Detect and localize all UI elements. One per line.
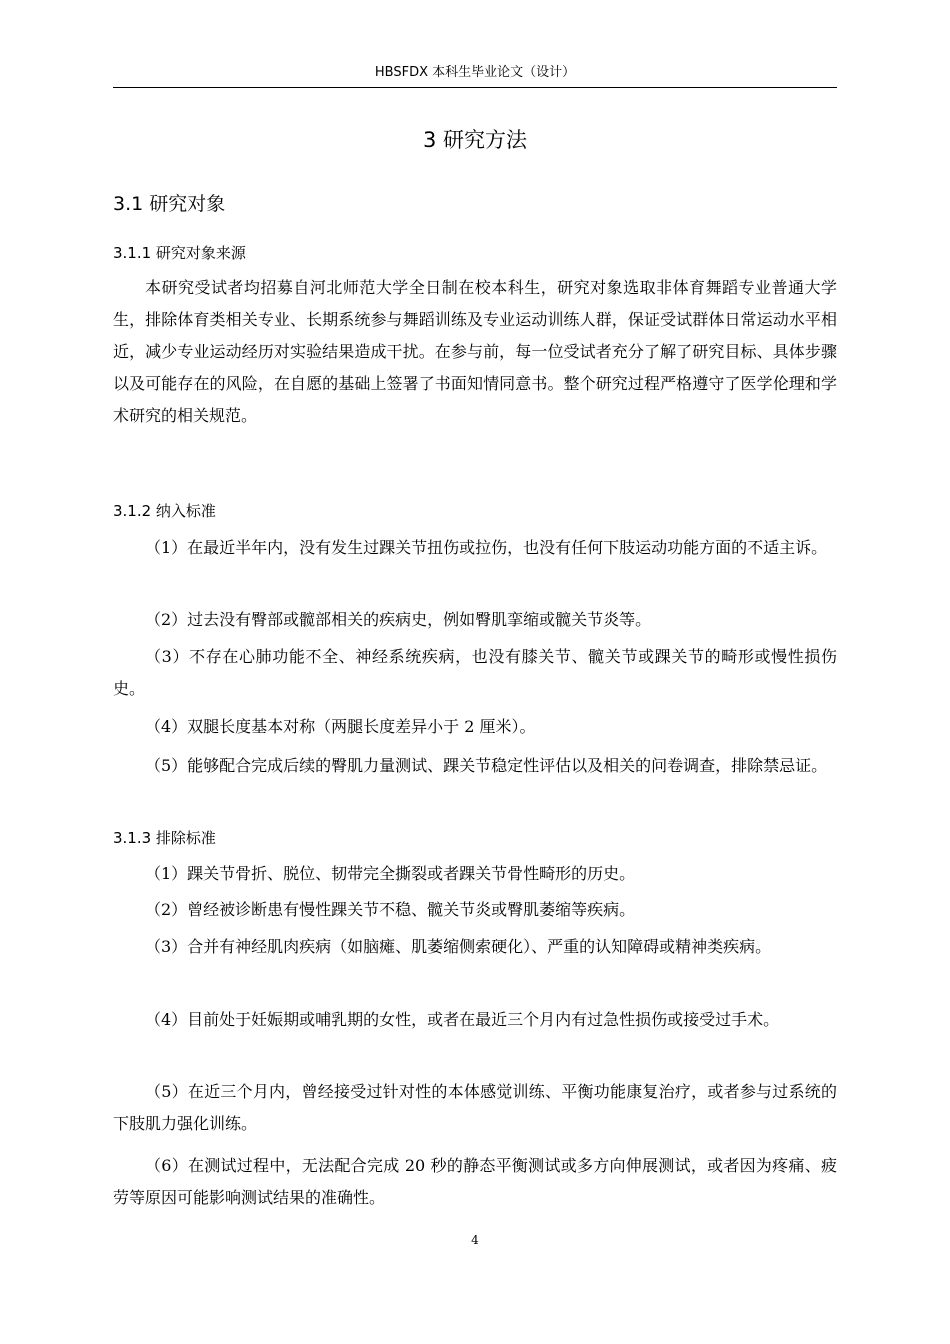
exclusion-item: （6）在测试过程中，无法配合完成 20 秒的静态平衡测试或多方向伸展测试，或者因为疼痛、疲劳等原因可能影响测试结果的准确性。 (113, 1156, 837, 1207)
exclusion-item: （5）在近三个月内，曾经接受过针对性的本体感觉训练、平衡功能康复治疗，或者参与过系统的下肢肌力强化训练。 (113, 1082, 837, 1133)
subsection-title-source: 3.1.1 研究对象来源 (113, 244, 246, 262)
section-title: 3.1 研究对象 (113, 193, 226, 215)
inclusion-item: （3）不存在心肺功能不全、神经系统疾病，也没有膝关节、髋关节或踝关节的畸形或慢性损伤史。 (113, 647, 837, 698)
subsection-title-exclusion: 3.1.3 排除标准 (113, 829, 216, 847)
running-header (113, 63, 837, 88)
inclusion-item: （1）在最近半年内，没有发生过踝关节扭伤或拉伤，也没有任何下肢运动功能方面的不适主诉。 (145, 538, 828, 557)
exclusion-item: （3）合并有神经肌肉疾病（如脑瘫、肌萎缩侧索硬化）、严重的认知障碍或精神类疾病。 (145, 937, 772, 956)
exclusion-item: （2）曾经被诊断患有慢性踝关节不稳、髋关节炎或臀肌萎缩等疾病。 (145, 900, 636, 919)
exclusion-item: （1）踝关节骨折、脱位、韧带完全撕裂或者踝关节骨性畸形的历史。 (145, 864, 636, 883)
chapter-title: 3 研究方法 (422, 128, 528, 152)
inclusion-item: （5）能够配合完成后续的臀肌力量测试、踝关节稳定性评估以及相关的问卷调查，排除禁忌证。 (145, 756, 828, 775)
inclusion-item: （4）双腿长度基本对称（两腿长度差异小于 2 厘米）。 (145, 717, 536, 736)
running-header-text: HBSFDX 本科生毕业论文（设计） (374, 65, 576, 80)
source-paragraph: 本研究受试者均招募自河北师范大学全日制在校本科生，研究对象选取非体育舞蹈专业普通大学生，排除体育类相关专业、长期系统参与舞蹈训练及专业运动训练人群，保证受试群体日常运动水平相近，减少专业运动经历对实验结果造成干扰。在参与前，每一位受试者充分了解了研究目标、具体步骤以及可能存在的风险，在自愿的基础上签署了书面知情同意书。整个研究过程严格遵守了医学伦理和学术研究的相关规范。 (113, 278, 837, 425)
exclusion-item: （4）目前处于妊娠期或哺乳期的女性，或者在最近三个月内有过急性损伤或接受过手术。 (145, 1010, 780, 1029)
subsection-title-inclusion: 3.1.2 纳入标准 (113, 502, 216, 520)
inclusion-item: （2）过去没有臀部或髋部相关的疾病史，例如臀肌挛缩或髋关节炎等。 (145, 610, 652, 629)
page-number: 4 (471, 1233, 479, 1247)
